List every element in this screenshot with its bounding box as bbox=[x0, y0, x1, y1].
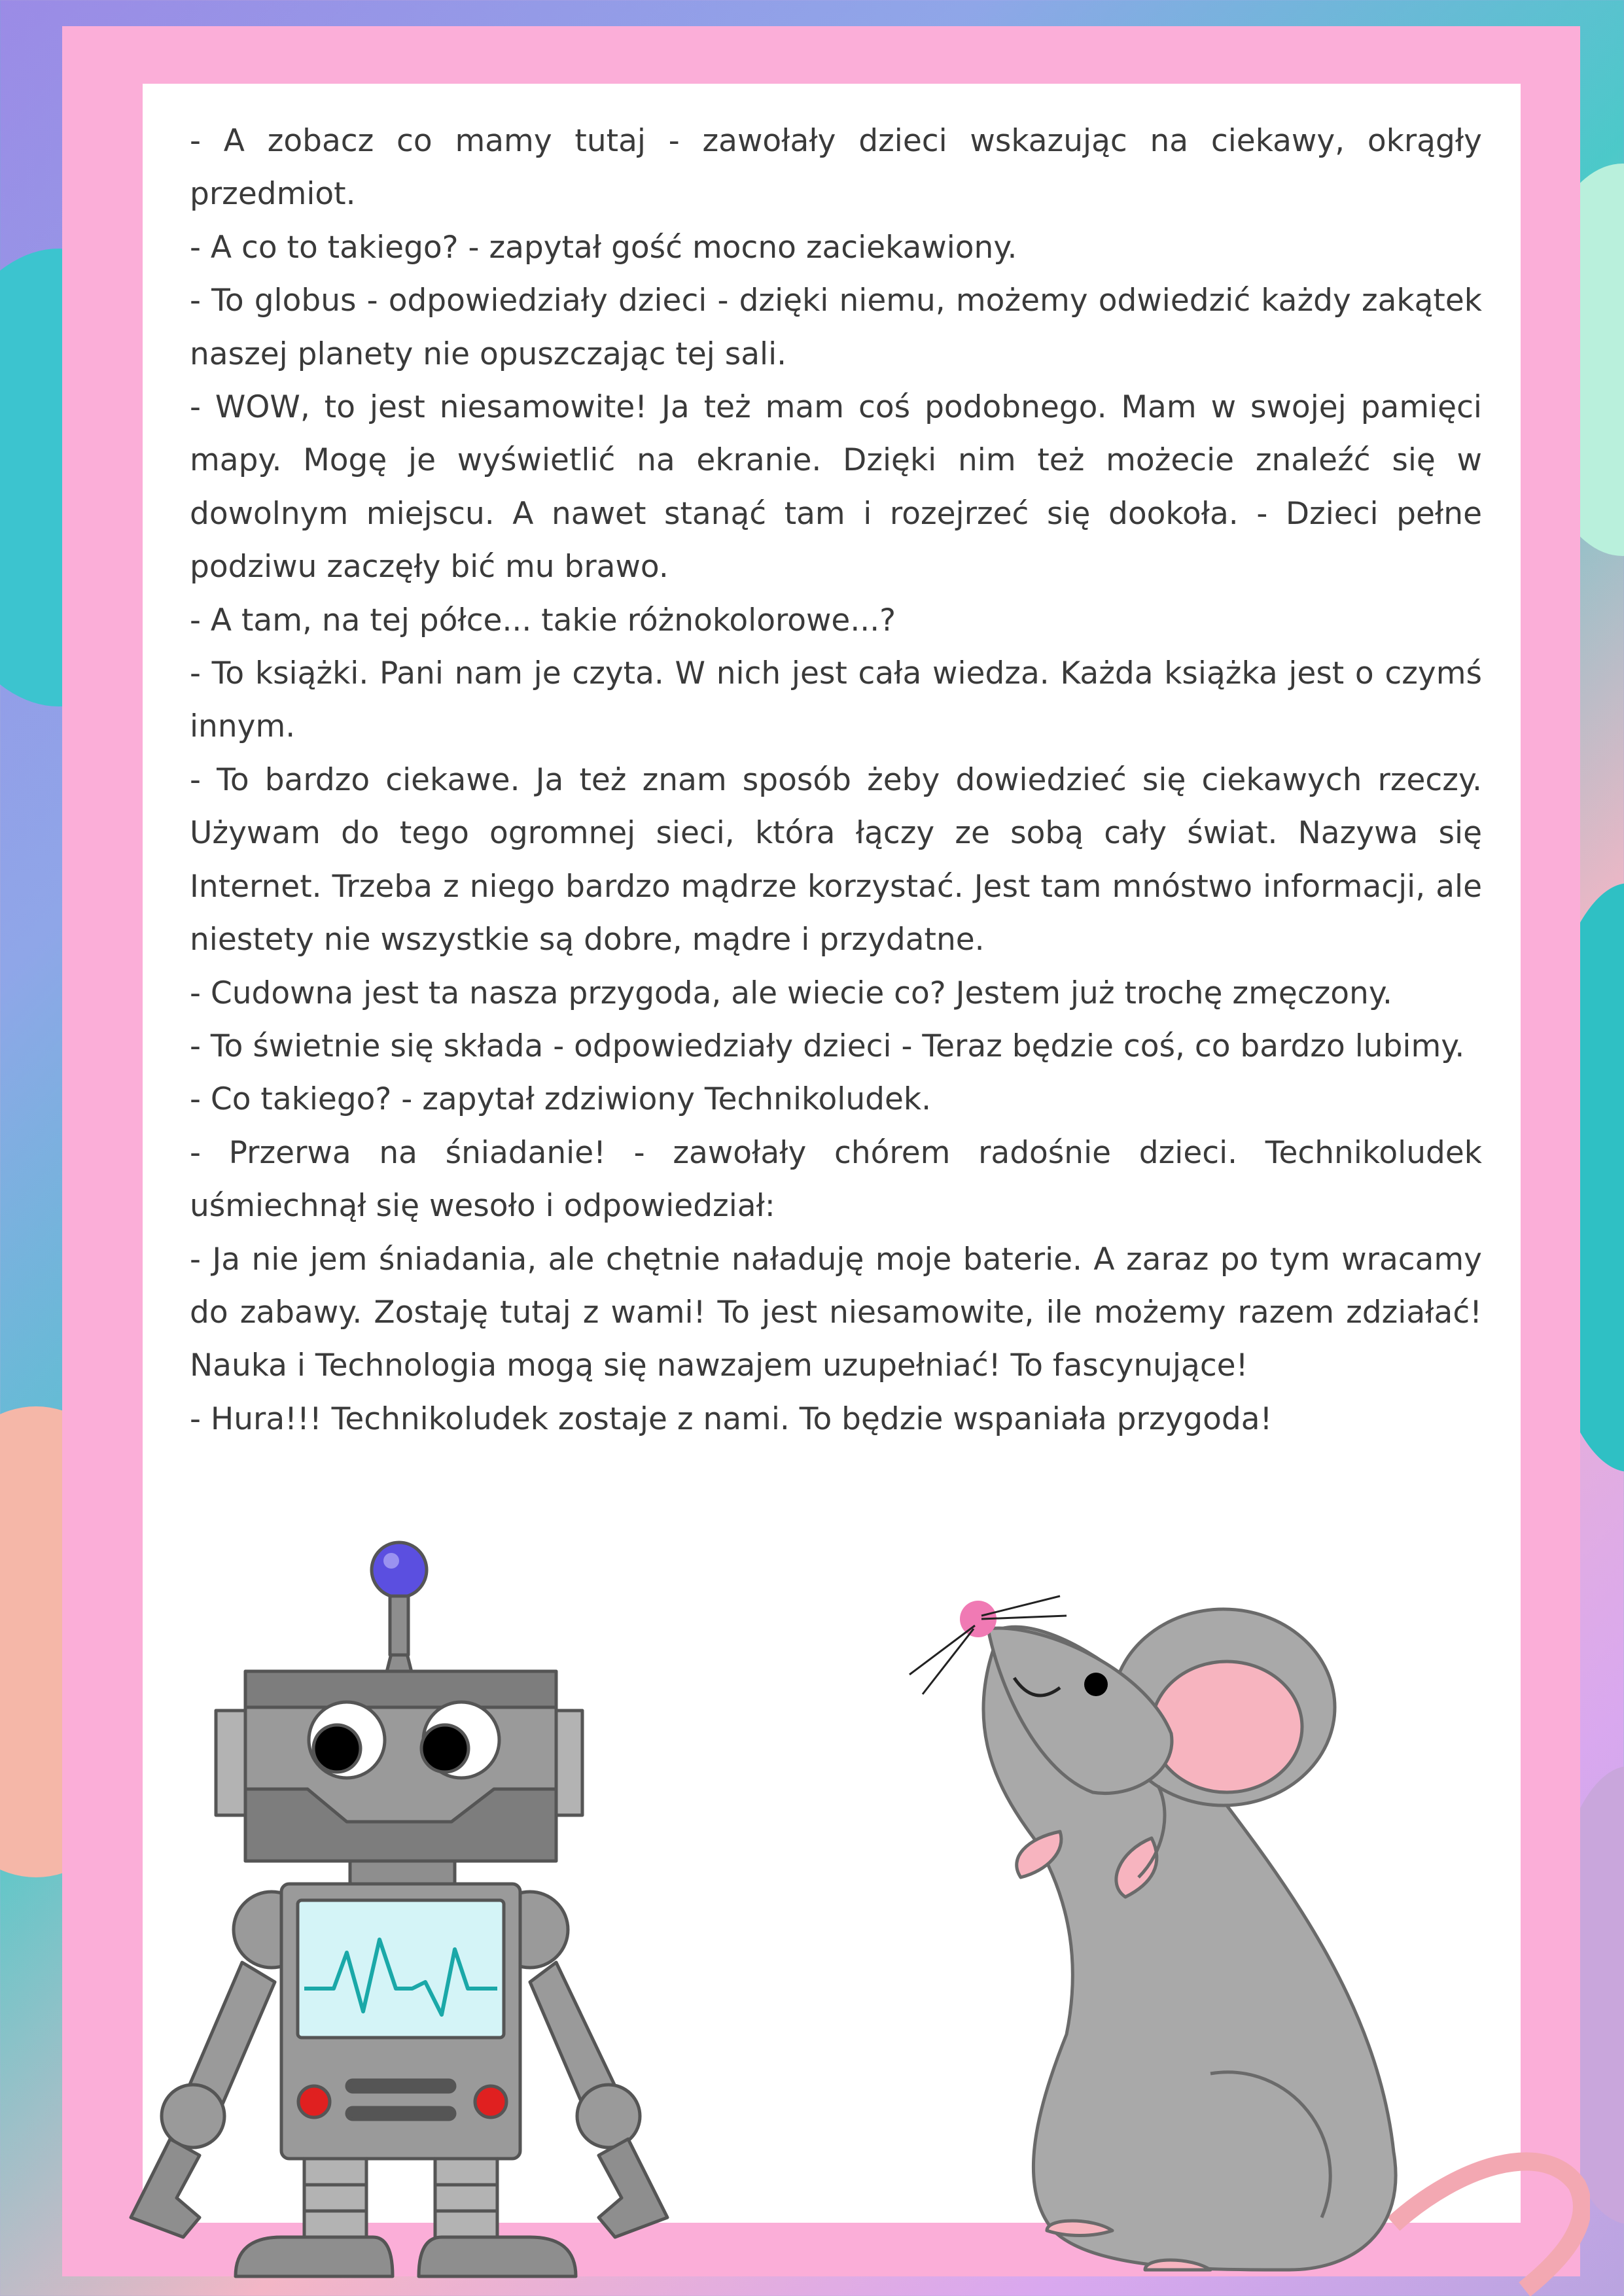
story-paragraph: - A zobacz co mamy tutaj - zawołały dzieci wskazując na ciekawy, okrągły przedmiot. bbox=[190, 123, 1482, 213]
story-paragraph: - Przerwa na śniadanie! - zawołały chórem radośnie dzieci. Technikoludek uśmiechnął się wesoło i odpowiedział: bbox=[190, 1134, 1482, 1225]
story-paragraph: - To globus - odpowiedziały dzieci - dzięki niemu, możemy odwiedzić każdy zakątek naszej planety nie opuszczając tej sali. bbox=[190, 283, 1482, 372]
story-paragraph: - Cudowna jest ta nasza przygoda, ale wiecie co? Jestem już trochę zmęczony. bbox=[190, 975, 1392, 1011]
story-paragraph: - WOW, to jest niesamowite! Ja też mam coś podobnego. Mam w swojej pamięci mapy. Mogę je wyświetlić na ekranie. Dzięki nim też możecie znaleźć się w dowolnym miejscu. A nawet stanąć tam i rozejrzeć się dookoła. - Dzieci pełne podziwu zaczęły bić mu brawo. bbox=[190, 389, 1482, 585]
story-paragraph: - A co to takiego? - zapytał gość mocno zaciekawiony. bbox=[190, 229, 1017, 266]
story-paragraph: - To książki. Pani nam je czyta. W nich jest cała wiedza. Każda książka jest o czymś innym. bbox=[190, 655, 1482, 745]
story-paragraph: - To świetnie się składa - odpowiedziały dzieci - Teraz będzie coś, co bardzo lubimy. bbox=[190, 1028, 1465, 1064]
mouse-illustration bbox=[896, 1576, 1590, 2296]
story-paragraph: - Co takiego? - zapytał zdziwiony Technikoludek. bbox=[190, 1081, 932, 1118]
story-paragraph: - A tam, na tej półce... takie różnokolorowe...? bbox=[190, 602, 896, 638]
story-paragraph: - Hura!!! Technikoludek zostaje z nami. To będzie wspaniała przygoda! bbox=[190, 1400, 1273, 1437]
story-paragraph: - To bardzo ciekawe. Ja też znam sposób żeby dowiedzieć się ciekawych rzeczy. Używam do tego ogromnej sieci, która łączy ze sobą cały świat. Nazywa się Internet. Trzeba z niego bardzo mądrze korzystać. Jest tam mnóstwo informacji, ale niestety nie wszystkie są dobre, mądre i przydatne. bbox=[190, 761, 1482, 958]
story-paragraph: - Ja nie jem śniadania, ale chętnie naładuję moje baterie. A zaraz po tym wracamy do zabawy. Zostaję tutaj z wami! To jest niesamowite, ile możemy razem zdziałać! Nauka i Technologia mogą się nawzajem uzupełniać! To fascynujące! bbox=[190, 1241, 1482, 1384]
story-text bbox=[190, 114, 1482, 1446]
robot-illustration bbox=[85, 1531, 713, 2280]
